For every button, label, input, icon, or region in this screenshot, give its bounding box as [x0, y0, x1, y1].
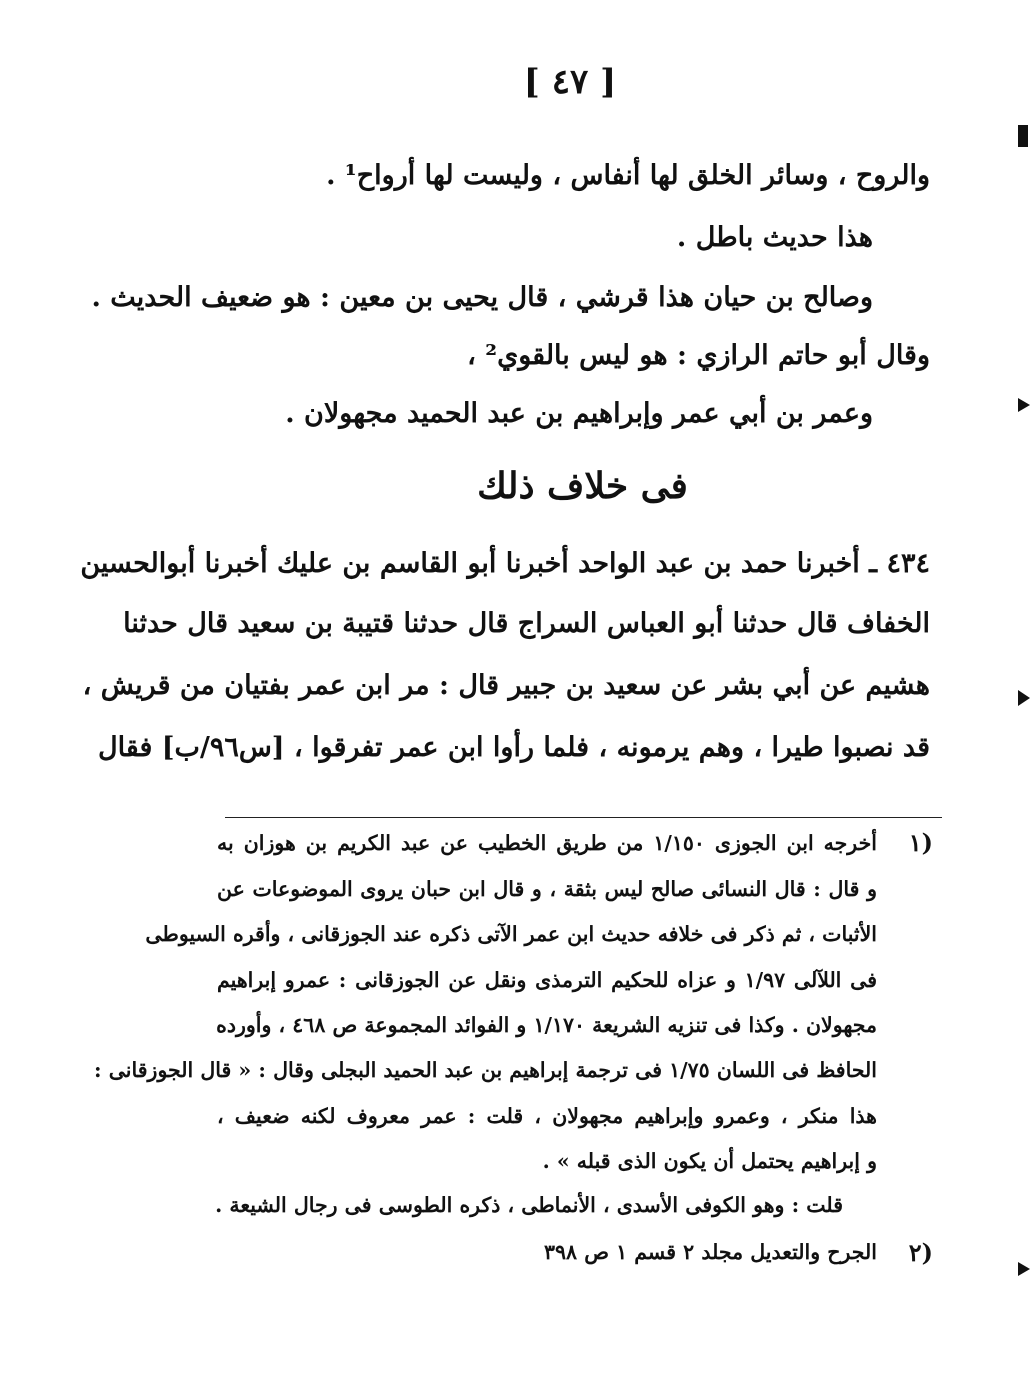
footnote-1-line-2: و قال : قال النسائى صالح ليس بثقة ، و قال ابن حبان يروى الموضوعات عن [217, 877, 877, 901]
paragraph-1: والروح ، وسائر الخلق لها أنفاس ، وليست لها أرواح¹ . [326, 160, 930, 191]
footnote-1-marker: ١) [908, 828, 933, 857]
footnote-2-text: الجرح والتعديل مجلد ٢ قسم ١ ص ٣٩٨ [544, 1240, 877, 1264]
paragraph-2: هذا حديث باطل . [676, 222, 873, 253]
footnote-separator [225, 817, 942, 818]
footnote-1-line-8: و إبراهيم يحتمل أن يكون الذى قبله » . [542, 1149, 877, 1173]
footnote-1-line-1: أخرجه ابن الجوزى ١/١٥٠ من طريق الخطيب عن عبد الكريم بن هوزان به [217, 831, 877, 855]
hadith-line-1: ٤٣٤ ـ أخبرنا حمد بن عبد الواحد أخبرنا أبو القاسم بن عليك أخبرنا أبوالحسين [80, 548, 930, 579]
paragraph-3: وصالح بن حيان هذا قرشي ، قال يحيى بن معين : هو ضعيف الحديث . [91, 282, 873, 313]
footnote-1-line-3: الأثبات ، ثم ذكر فى خلافه حديث ابن عمر الآتى ذكره عند الجوزقانى ، وأقره السيوطى [145, 922, 877, 946]
margin-mark [1018, 398, 1030, 412]
footnote-1-line-7: هذا منكر ، وعمرو وإبراهيم مجهولان ، قلت : عمر معروف لكنه ضعيف ، [217, 1104, 877, 1128]
hadith-line-2: الخفاف قال حدثنا أبو العباس السراج قال حدثنا قتيبة بن سعيد قال حدثنا [123, 608, 930, 639]
hadith-line-3: هشيم عن أبي بشر عن سعيد بن جبير قال : مر ابن عمر بفتيان من قريش ، [82, 670, 930, 701]
paragraph-5: وعمر بن أبي عمر وإبراهيم بن عبد الحميد مجهولان . [285, 398, 873, 429]
margin-mark [1018, 125, 1028, 147]
footnote-1-line-5: مجهولان . وكذا فى تنزيه الشريعة ١/١٧٠ و الفوائد المجموعة ص ٤٦٨ ، وأورده [216, 1013, 877, 1037]
footnote-1-note: قلت : وهو الكوفى الأسدى ، الأنماطى ، ذكره الطوسى فى رجال الشيعة . [215, 1193, 843, 1217]
section-heading: فى خلاف ذلك [477, 465, 688, 507]
paragraph-4: وقال أبو حاتم الرازي : هو ليس بالقوي² ، [467, 340, 930, 371]
margin-mark [1018, 690, 1030, 706]
footnote-1-line-4: فى اللآلى ١/٩٧ و عزاه للحكيم الترمذى ونقل عن الجوزقانى : عمرو إبراهيم [217, 968, 877, 992]
footnote-1-line-6: الحافظ فى اللسان ١/٧٥ فى ترجمة إبراهيم بن عبد الحميد البجلى وقال : « قال الجوزقانى : [94, 1058, 877, 1082]
margin-mark [1018, 1262, 1030, 1276]
hadith-line-4: قد نصبوا طيرا ، وهم يرمونه ، فلما رأوا ابن عمر تفرقوا ، [س٩٦/ب] فقال [97, 732, 930, 763]
page-number: [ ٤٧ ] [523, 62, 617, 102]
footnote-2-marker: ٢) [908, 1238, 933, 1267]
